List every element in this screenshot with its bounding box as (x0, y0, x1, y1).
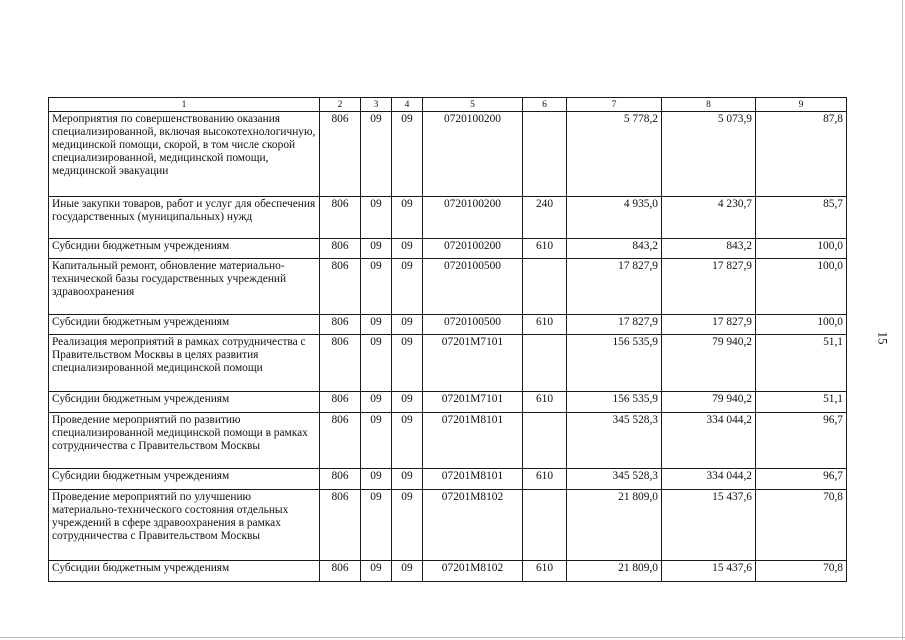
row-col7-value-cell: 345 528,3 (567, 469, 662, 490)
header-col-1: 1 (49, 98, 320, 112)
row-col9-value-cell: 100,0 (756, 315, 847, 335)
row-admin-code-cell: 806 (320, 413, 361, 469)
budget-table (48, 97, 847, 582)
row-expense-type-cell: 610 (523, 469, 567, 490)
row-admin-code-cell: 806 (320, 315, 361, 335)
row-col8-value-cell: 79 940,2 (662, 392, 756, 413)
row-admin-code-cell: 806 (320, 259, 361, 315)
row-name-cell: Субсидии бюджетным учреждениям (49, 239, 320, 259)
table-header-row (49, 98, 847, 112)
table-row (49, 392, 847, 413)
row-col8-value-cell: 4 230,7 (662, 197, 756, 239)
row-target-article-cell: 07201M8102 (423, 490, 523, 561)
row-name-cell: Субсидии бюджетным учреждениям (49, 561, 320, 582)
row-expense-type-cell (523, 259, 567, 315)
row-section-cell: 09 (361, 112, 392, 197)
row-col8-value-cell: 15 437,6 (662, 490, 756, 561)
header-col-7: 7 (567, 98, 662, 112)
row-section-cell: 09 (361, 259, 392, 315)
row-admin-code-cell: 806 (320, 112, 361, 197)
row-col9-value-cell: 96,7 (756, 413, 847, 469)
row-col8-value-cell: 334 044,2 (662, 469, 756, 490)
row-subsection-cell: 09 (392, 561, 423, 582)
row-expense-type-cell: 610 (523, 561, 567, 582)
header-col-5: 5 (423, 98, 523, 112)
row-name-cell: Субсидии бюджетным учреждениям (49, 392, 320, 413)
table-row (49, 259, 847, 315)
row-name-cell: Капитальный ремонт, обновление материально-технической базы государственных учреждений здравоохранения (49, 259, 320, 315)
table-row (49, 561, 847, 582)
row-col8-value-cell: 334 044,2 (662, 413, 756, 469)
row-admin-code-cell: 806 (320, 469, 361, 490)
row-expense-type-cell (523, 112, 567, 197)
row-col8-value-cell: 5 073,9 (662, 112, 756, 197)
row-target-article-cell: 07201M8101 (423, 469, 523, 490)
row-col9-value-cell: 51,1 (756, 392, 847, 413)
table-row (49, 490, 847, 561)
header-col-4: 4 (392, 98, 423, 112)
row-subsection-cell: 09 (392, 469, 423, 490)
row-col7-value-cell: 5 778,2 (567, 112, 662, 197)
page-number: 15 (875, 331, 891, 345)
row-col7-value-cell: 21 809,0 (567, 490, 662, 561)
row-col9-value-cell: 70,8 (756, 490, 847, 561)
header-col-8: 8 (662, 98, 756, 112)
row-section-cell: 09 (361, 490, 392, 561)
row-col7-value-cell: 21 809,0 (567, 561, 662, 582)
row-target-article-cell: 0720100200 (423, 197, 523, 239)
row-subsection-cell: 09 (392, 197, 423, 239)
row-admin-code-cell: 806 (320, 392, 361, 413)
row-target-article-cell: 07201M7101 (423, 392, 523, 413)
row-col9-value-cell: 51,1 (756, 335, 847, 392)
row-admin-code-cell: 806 (320, 561, 361, 582)
row-name-cell: Мероприятия по совершенствованию оказания специализированной, включая высокотехнологичную, медицинской помощи, скорой, в том числе скорой специализированной, медицинской помощи, медицинской эвакуации (49, 112, 320, 197)
row-subsection-cell: 09 (392, 392, 423, 413)
row-admin-code-cell: 806 (320, 490, 361, 561)
table-row (49, 197, 847, 239)
table-row (49, 112, 847, 197)
row-col8-value-cell: 79 940,2 (662, 335, 756, 392)
row-col8-value-cell: 17 827,9 (662, 315, 756, 335)
table-row (49, 315, 847, 335)
row-subsection-cell: 09 (392, 112, 423, 197)
table-row (49, 469, 847, 490)
row-col8-value-cell: 17 827,9 (662, 259, 756, 315)
row-name-cell: Субсидии бюджетным учреждениям (49, 315, 320, 335)
row-col8-value-cell: 15 437,6 (662, 561, 756, 582)
table-row (49, 335, 847, 392)
row-target-article-cell: 0720100500 (423, 259, 523, 315)
row-target-article-cell: 07201M7101 (423, 335, 523, 392)
header-col-9: 9 (756, 98, 847, 112)
row-name-cell: Проведение мероприятий по развитию специализированной медицинской помощи в рамках сотрудничества с Правительством Москвы (49, 413, 320, 469)
row-expense-type-cell: 610 (523, 239, 567, 259)
table-row (49, 413, 847, 469)
row-col9-value-cell: 100,0 (756, 259, 847, 315)
header-col-3: 3 (361, 98, 392, 112)
row-col9-value-cell: 96,7 (756, 469, 847, 490)
row-section-cell: 09 (361, 561, 392, 582)
row-name-cell: Реализация мероприятий в рамках сотрудничества с Правительством Москвы в целях развития специализированной медицинской помощи (49, 335, 320, 392)
header-col-2: 2 (320, 98, 361, 112)
row-admin-code-cell: 806 (320, 335, 361, 392)
row-expense-type-cell (523, 335, 567, 392)
row-target-article-cell: 0720100200 (423, 112, 523, 197)
row-target-article-cell: 0720100500 (423, 315, 523, 335)
row-name-cell: Проведение мероприятий по улучшению материально-технического состояния отдельных учреждений в сфере здравоохранения в рамках сотрудничества с Правительством Москвы (49, 490, 320, 561)
header-col-6: 6 (523, 98, 567, 112)
row-admin-code-cell: 806 (320, 239, 361, 259)
row-expense-type-cell: 610 (523, 315, 567, 335)
scan-edge-bottom (0, 637, 905, 638)
row-subsection-cell: 09 (392, 239, 423, 259)
row-col7-value-cell: 156 535,9 (567, 392, 662, 413)
row-target-article-cell: 0720100200 (423, 239, 523, 259)
row-expense-type-cell: 240 (523, 197, 567, 239)
row-col7-value-cell: 17 827,9 (567, 259, 662, 315)
row-col7-value-cell: 843,2 (567, 239, 662, 259)
row-section-cell: 09 (361, 315, 392, 335)
table-row (49, 239, 847, 259)
row-name-cell: Субсидии бюджетным учреждениям (49, 469, 320, 490)
row-section-cell: 09 (361, 392, 392, 413)
row-col7-value-cell: 17 827,9 (567, 315, 662, 335)
row-expense-type-cell (523, 413, 567, 469)
row-name-cell: Иные закупки товаров, работ и услуг для обеспечения государственных (муниципальных) нужд (49, 197, 320, 239)
row-col8-value-cell: 843,2 (662, 239, 756, 259)
row-section-cell: 09 (361, 469, 392, 490)
row-col9-value-cell: 70,8 (756, 561, 847, 582)
row-col9-value-cell: 100,0 (756, 239, 847, 259)
row-subsection-cell: 09 (392, 259, 423, 315)
row-section-cell: 09 (361, 239, 392, 259)
row-subsection-cell: 09 (392, 315, 423, 335)
row-target-article-cell: 07201M8102 (423, 561, 523, 582)
row-col7-value-cell: 156 535,9 (567, 335, 662, 392)
row-col9-value-cell: 87,8 (756, 112, 847, 197)
row-section-cell: 09 (361, 197, 392, 239)
row-expense-type-cell (523, 490, 567, 561)
scan-edge-right (902, 0, 903, 640)
row-col7-value-cell: 345 528,3 (567, 413, 662, 469)
row-admin-code-cell: 806 (320, 197, 361, 239)
row-expense-type-cell: 610 (523, 392, 567, 413)
row-subsection-cell: 09 (392, 413, 423, 469)
row-col9-value-cell: 85,7 (756, 197, 847, 239)
row-target-article-cell: 07201M8101 (423, 413, 523, 469)
row-subsection-cell: 09 (392, 335, 423, 392)
row-col7-value-cell: 4 935,0 (567, 197, 662, 239)
row-subsection-cell: 09 (392, 490, 423, 561)
row-section-cell: 09 (361, 335, 392, 392)
row-section-cell: 09 (361, 413, 392, 469)
